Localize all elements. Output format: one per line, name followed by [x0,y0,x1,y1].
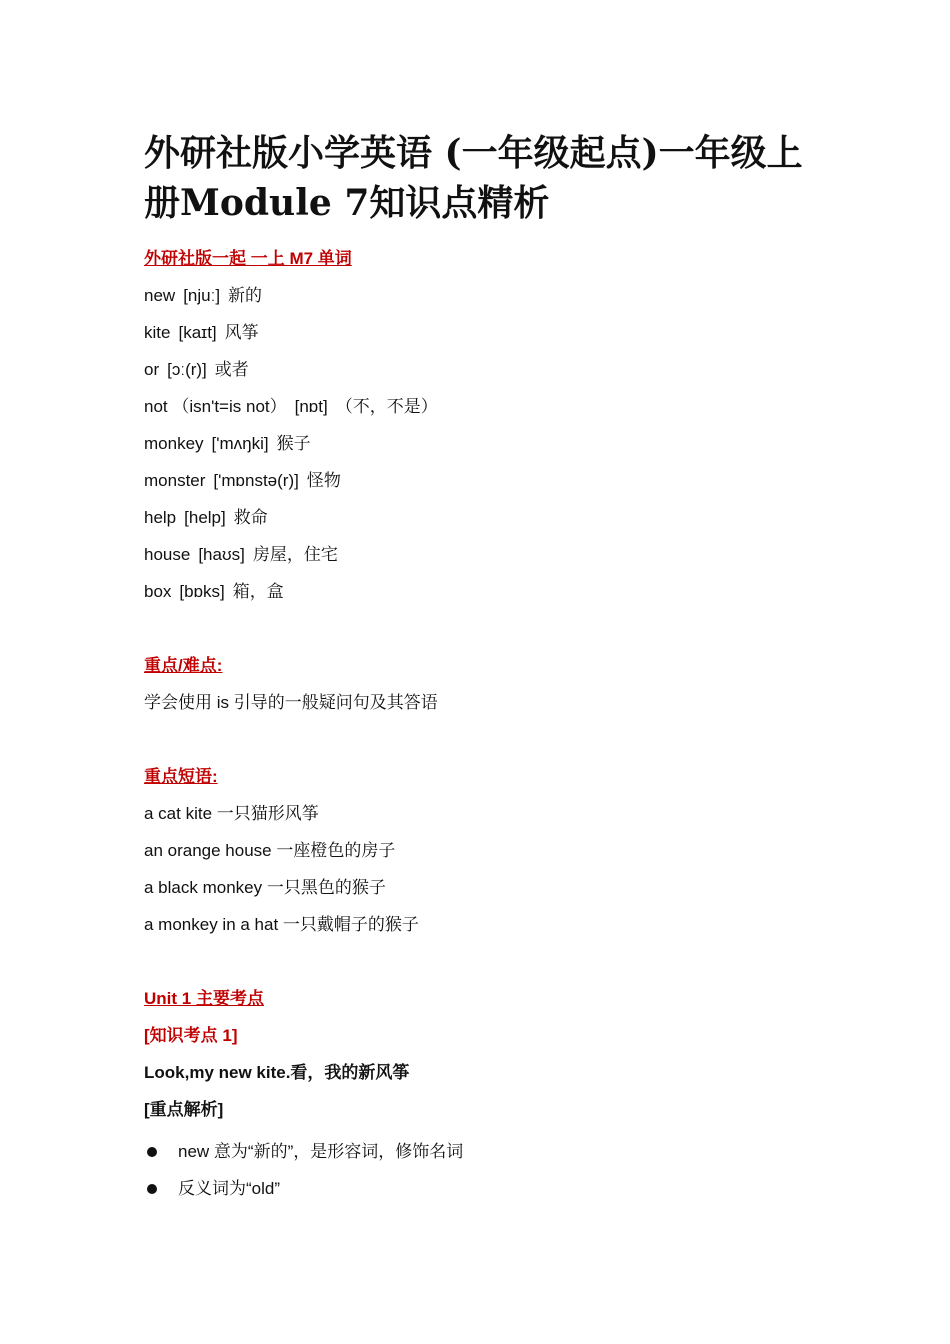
vocab-item [144,430,824,467]
vocab-item [144,578,824,615]
phrase-item: a monkey in a hat 一只戴帽子的猴子 [144,915,419,934]
phrases-heading: 重点短语: [144,767,218,786]
phrase-item: a cat kite 一只猫形风筝 [144,804,319,823]
vocab-meaning: 救命 [233,508,268,527]
spacer [144,726,824,763]
vocab-meaning: 怪物 [306,471,341,490]
example-sentence: Look,my new kite.看，我的新风筝 [144,1063,410,1082]
unit1-section [144,985,824,1022]
vocab-phonetic: [help] [184,508,226,527]
vocab-phonetic: [kaɪt] [178,323,217,342]
vocab-phonetic: [bɒks] [179,582,225,601]
vocab-word: monster [144,471,206,490]
key-points-text: 学会使用 is 引导的一般疑问句及其答语 [144,693,438,712]
bullet-text: new 意为“新的”，是形容词，修饰名词 [178,1141,464,1161]
vocab-phonetic: [nɒt] [294,397,328,416]
unit1-heading: Unit 1 主要考点 [144,989,264,1008]
vocab-phonetic: [njuː] [183,286,221,305]
bullet-dot-icon [147,1147,157,1157]
vocab-item [144,282,824,319]
vocab-word: monkey [144,434,204,453]
bullet-item [144,1133,824,1170]
vocab-meaning: （不，不是） [335,397,438,416]
spacer [144,615,824,652]
document-title: 外研社版小学英语 (一年级起点)一年级上册Module 7知识点精析 [144,132,803,224]
vocab-word: help [144,508,177,527]
bullet-item [144,1170,824,1207]
vocab-section [144,245,824,282]
vocab-word: not （isn't=is not） [144,397,287,416]
vocab-phonetic: ['mɒnstə(r)] [213,471,299,490]
vocab-meaning: 房屋，住宅 [252,545,338,564]
key-points-heading: 重点/难点: [144,656,223,675]
vocab-phonetic: [haʊs] [198,545,245,564]
vocab-item [144,504,824,541]
vocab-heading: 外研社版一起 一上 M7 单词 [144,249,352,268]
vocab-meaning: 猴子 [276,434,311,453]
phrase-item: a black monkey 一只黑色的猴子 [144,878,386,897]
spacer [144,948,824,985]
phrases-section [144,763,824,800]
vocab-item [144,356,824,393]
vocab-item [144,541,824,578]
bullet-dot-icon [147,1184,157,1194]
vocab-word: box [144,582,172,601]
vocab-word: new [144,286,176,305]
vocab-meaning: 风筝 [224,323,259,342]
vocab-word: house [144,545,191,564]
vocab-item [144,319,824,356]
vocab-word: or [144,360,160,379]
document-body [144,245,824,1207]
analysis-label: [重点解析] [144,1100,224,1119]
vocab-meaning: 箱，盒 [232,582,284,601]
vocab-item [144,393,824,430]
vocab-phonetic: ['mʌŋki] [211,434,269,453]
vocab-item [144,467,824,504]
vocab-phonetic: [ɔː(r)] [167,360,207,379]
vocab-meaning: 或者 [214,360,249,379]
vocab-meaning: 新的 [228,286,263,305]
knowledge-point-label: [知识考点 1] [144,1026,238,1045]
phrase-item: an orange house 一座橙色的房子 [144,841,396,860]
key-points-section [144,652,824,689]
vocab-list [144,282,824,615]
vocab-word: kite [144,323,171,342]
bullet-text: 反义词为“old” [178,1178,281,1198]
